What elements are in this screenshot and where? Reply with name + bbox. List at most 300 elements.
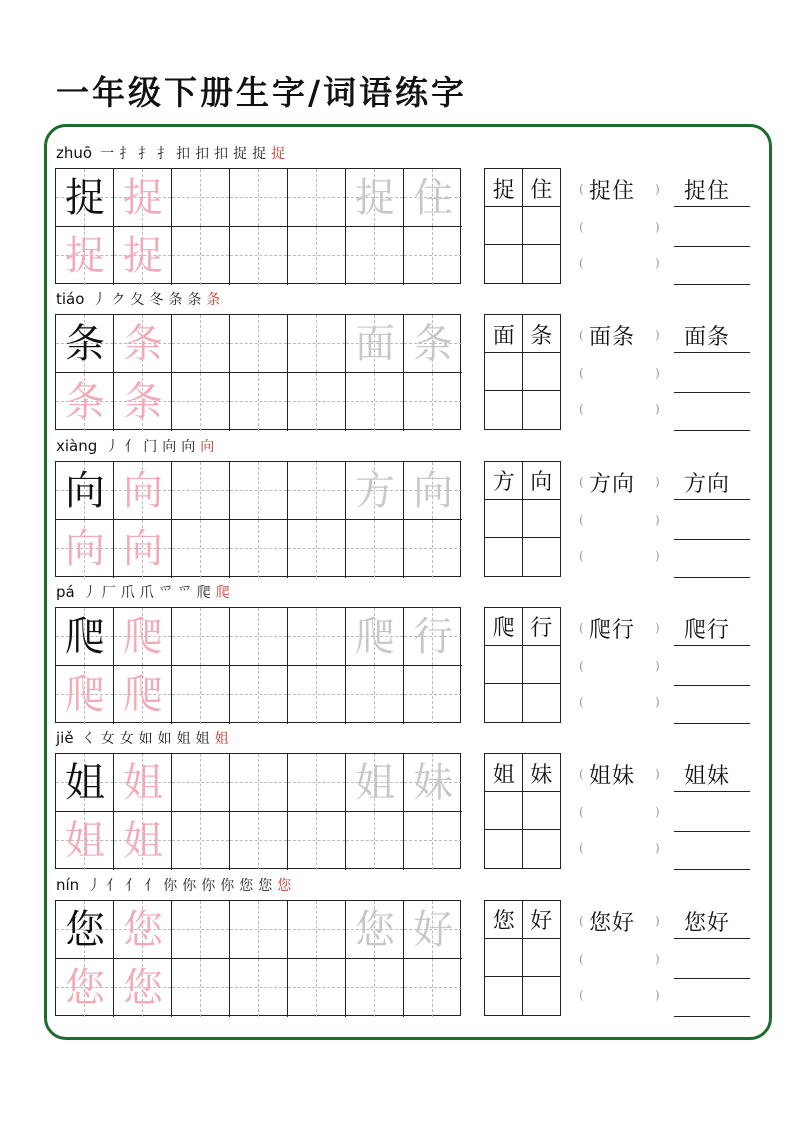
writing-cell[interactable] — [172, 227, 230, 285]
trace-char: 条 — [123, 379, 163, 426]
writing-cell[interactable] — [346, 901, 404, 959]
word-grid-char: 好 — [530, 909, 553, 934]
word-grid-char: 面 — [492, 323, 515, 349]
paren-word: 您好 — [589, 910, 636, 936]
stroke-step: 捉 — [271, 146, 286, 162]
paren-column — [579, 461, 669, 577]
stroke-step: 向 — [162, 438, 177, 455]
stroke-order-line — [56, 581, 235, 603]
word-cell[interactable] — [523, 646, 561, 684]
paren-column — [579, 753, 669, 869]
writing-cell[interactable] — [172, 462, 230, 520]
writing-line[interactable] — [674, 246, 750, 247]
word-cell[interactable] — [485, 500, 523, 538]
word-grid — [484, 461, 561, 577]
underline-word: 捉住 — [684, 179, 731, 204]
paren-mark: ( — [579, 402, 584, 417]
writing-cell[interactable] — [404, 520, 462, 578]
writing-cell[interactable] — [114, 462, 172, 520]
pinyin-label: nín — [56, 875, 80, 894]
paren-mark: ) — [655, 805, 660, 820]
ghost-word-char: 好 — [413, 906, 453, 953]
word-cell[interactable] — [523, 391, 561, 429]
writing-cell[interactable] — [56, 959, 114, 1017]
writing-cell[interactable] — [56, 666, 114, 724]
paren-mark: ) — [655, 474, 660, 489]
writing-line[interactable] — [674, 645, 750, 646]
writing-cell[interactable] — [346, 608, 404, 666]
stroke-step: 向 — [181, 438, 196, 455]
writing-cell[interactable] — [288, 666, 346, 724]
trace-char: 向 — [123, 525, 163, 572]
trace-char: 姐 — [123, 818, 163, 865]
page-title: 一年级下册生字/词语练字 — [56, 73, 468, 112]
stroke-step: 捉 — [233, 146, 248, 162]
practice-row — [54, 142, 764, 288]
pinyin-label: tiáo — [56, 290, 85, 309]
writing-cell[interactable] — [288, 227, 346, 285]
stroke-step: 捉 — [252, 146, 267, 162]
stroke-step: 条 — [187, 292, 202, 309]
stroke-step: 亻 — [106, 877, 121, 894]
word-cell[interactable] — [485, 901, 523, 939]
word-grid-char: 姐 — [492, 762, 515, 788]
stroke-step: 姐 — [195, 731, 210, 748]
stroke-step: 扌 — [119, 146, 134, 162]
trace-char: 姐 — [123, 760, 163, 807]
word-cell[interactable] — [523, 538, 561, 576]
word-grid — [484, 753, 561, 869]
stroke-step: く — [81, 731, 96, 748]
word-cell[interactable] — [485, 353, 523, 391]
word-cell[interactable] — [523, 792, 561, 830]
writing-cell[interactable] — [288, 754, 346, 812]
underline-word: 爬行 — [684, 617, 731, 643]
word-cell[interactable] — [523, 315, 561, 353]
paren-mark: ) — [655, 841, 660, 856]
writing-cell[interactable] — [230, 462, 288, 520]
word-grid — [484, 314, 561, 430]
practice-row — [54, 581, 764, 727]
ghost-word-char: 爬 — [355, 613, 395, 660]
writing-cell[interactable] — [230, 608, 288, 666]
paren-mark: ( — [579, 328, 584, 343]
underline-word: 姐妹 — [684, 764, 731, 790]
word-grid — [484, 900, 561, 1016]
practice-row — [54, 435, 764, 581]
paren-mark: ( — [579, 658, 584, 673]
word-cell[interactable] — [523, 754, 561, 792]
writing-cell[interactable] — [56, 227, 114, 285]
writing-cell[interactable] — [172, 315, 230, 373]
writing-cell[interactable] — [404, 462, 462, 520]
ghost-word-char: 妹 — [413, 760, 453, 807]
paren-word: 方向 — [589, 471, 636, 497]
pinyin-label: pá — [56, 582, 75, 601]
stroke-step: 您 — [239, 877, 254, 894]
writing-cell[interactable] — [346, 462, 404, 520]
paren-column — [579, 607, 669, 723]
pinyin-label: zhuō — [56, 144, 93, 162]
paren-mark: ( — [579, 767, 584, 782]
writing-line[interactable] — [674, 978, 750, 979]
paren-mark: ( — [579, 548, 584, 563]
paren-mark: ) — [655, 182, 660, 196]
model-char: 捉 — [65, 175, 105, 221]
paren-word: 姐妹 — [589, 764, 636, 790]
paren-mark: ) — [655, 767, 660, 782]
word-grid-char: 条 — [530, 323, 553, 349]
writing-cell[interactable] — [230, 754, 288, 812]
writing-cell[interactable] — [404, 315, 462, 373]
writing-cell[interactable] — [346, 666, 404, 724]
word-grid-char: 捉 — [492, 177, 515, 203]
word-cell[interactable] — [523, 245, 561, 283]
writing-cell[interactable] — [56, 315, 114, 373]
word-cell[interactable] — [485, 608, 523, 646]
ghost-word-char: 您 — [355, 906, 395, 953]
stroke-step: 您 — [277, 877, 292, 894]
underline-column — [674, 168, 750, 284]
stroke-step: 扌 — [138, 146, 153, 162]
word-cell[interactable] — [485, 245, 523, 283]
writing-cell[interactable] — [172, 959, 230, 1017]
word-cell[interactable] — [485, 830, 523, 868]
writing-line[interactable] — [674, 539, 750, 540]
writing-cell[interactable] — [288, 608, 346, 666]
model-char: 姐 — [65, 760, 105, 807]
word-grid-char: 妹 — [530, 762, 553, 788]
word-cell[interactable] — [523, 462, 561, 500]
word-cell[interactable] — [485, 977, 523, 1015]
writing-cell[interactable] — [346, 373, 404, 431]
writing-cell[interactable] — [404, 227, 462, 285]
stroke-step: 爫 — [158, 584, 173, 601]
pinyin-label: jiě — [56, 729, 74, 748]
writing-cell[interactable] — [230, 812, 288, 870]
stroke-step: 冬 — [149, 292, 164, 309]
word-cell[interactable] — [523, 169, 561, 207]
writing-cell[interactable] — [114, 169, 172, 227]
ghost-word-char: 方 — [355, 467, 395, 514]
writing-cell[interactable] — [288, 169, 346, 227]
trace-char: 捉 — [123, 233, 163, 279]
word-cell[interactable] — [485, 754, 523, 792]
ghost-word-char: 行 — [413, 613, 453, 660]
practice-row — [54, 727, 764, 873]
writing-cell[interactable] — [346, 315, 404, 373]
paren-mark: ) — [655, 220, 660, 234]
stroke-order-line — [56, 727, 234, 749]
trace-char: 向 — [123, 467, 163, 514]
writing-cell[interactable] — [172, 608, 230, 666]
paren-word: 捉住 — [589, 179, 636, 204]
trace-char: 爬 — [123, 613, 163, 660]
word-cell[interactable] — [523, 977, 561, 1015]
underline-column — [674, 314, 750, 430]
trace-char: 姐 — [65, 818, 105, 865]
word-cell[interactable] — [523, 500, 561, 538]
word-cell[interactable] — [523, 353, 561, 391]
stroke-step: 丿 — [82, 584, 97, 601]
word-grid-char: 方 — [492, 470, 515, 496]
word-cell[interactable] — [523, 684, 561, 722]
writing-line[interactable] — [674, 1016, 750, 1017]
word-cell[interactable] — [523, 608, 561, 646]
writing-cell[interactable] — [114, 373, 172, 431]
writing-cell[interactable] — [114, 608, 172, 666]
trace-char: 您 — [123, 906, 163, 953]
writing-cell[interactable] — [288, 520, 346, 578]
writing-cell[interactable] — [114, 754, 172, 812]
writing-line[interactable] — [674, 831, 750, 832]
paren-mark: ( — [579, 474, 584, 489]
stroke-step: 爬 — [196, 584, 211, 601]
writing-cell[interactable] — [56, 462, 114, 520]
writing-line[interactable] — [674, 723, 750, 724]
word-cell[interactable] — [485, 207, 523, 245]
stroke-order-line — [56, 288, 225, 310]
paren-mark: ( — [579, 512, 584, 527]
writing-cell[interactable] — [230, 373, 288, 431]
writing-line[interactable] — [674, 869, 750, 870]
stroke-step: 你 — [201, 877, 216, 894]
writing-cell[interactable] — [56, 754, 114, 812]
writing-cell[interactable] — [172, 373, 230, 431]
writing-cell[interactable] — [56, 901, 114, 959]
word-grid-char: 行 — [530, 616, 553, 642]
writing-cell[interactable] — [404, 169, 462, 227]
paren-mark: ) — [655, 366, 660, 381]
word-cell[interactable] — [485, 792, 523, 830]
writing-cell[interactable] — [114, 959, 172, 1017]
writing-cell[interactable] — [288, 373, 346, 431]
stroke-step: ク — [111, 292, 126, 309]
writing-line[interactable] — [674, 284, 750, 285]
stroke-order-line — [56, 874, 296, 896]
paren-column — [579, 168, 669, 284]
writing-grid — [55, 607, 461, 723]
stroke-step: 丿 — [105, 438, 120, 455]
writing-line[interactable] — [674, 206, 750, 207]
trace-char: 条 — [65, 379, 105, 426]
writing-cell[interactable] — [404, 608, 462, 666]
stroke-step: 门 — [143, 438, 158, 455]
paren-word: 爬行 — [589, 617, 636, 643]
paren-mark: ( — [579, 620, 584, 635]
trace-char: 捉 — [123, 175, 163, 221]
writing-grid — [55, 900, 461, 1016]
writing-cell[interactable] — [404, 901, 462, 959]
word-cell[interactable] — [485, 169, 523, 207]
stroke-step: 扌 — [157, 146, 172, 162]
writing-cell[interactable] — [56, 608, 114, 666]
writing-line[interactable] — [674, 577, 750, 578]
stroke-step: 姐 — [176, 731, 191, 748]
writing-cell[interactable] — [56, 373, 114, 431]
paren-mark: ( — [579, 987, 584, 1002]
writing-cell[interactable] — [346, 169, 404, 227]
underline-column — [674, 461, 750, 577]
word-cell[interactable] — [485, 939, 523, 977]
trace-char: 爬 — [65, 671, 105, 718]
writing-cell[interactable] — [114, 901, 172, 959]
stroke-step: 厂 — [101, 584, 116, 601]
ghost-word-char: 面 — [355, 321, 395, 368]
pinyin-label: xiàng — [56, 436, 98, 455]
writing-line[interactable] — [674, 430, 750, 431]
writing-cell[interactable] — [288, 901, 346, 959]
paren-mark: ) — [655, 658, 660, 673]
stroke-step: 如 — [157, 731, 172, 748]
writing-line[interactable] — [674, 938, 750, 939]
word-cell[interactable] — [485, 646, 523, 684]
writing-cell[interactable] — [172, 666, 230, 724]
writing-cell[interactable] — [230, 520, 288, 578]
word-grid-char: 住 — [530, 177, 553, 203]
stroke-step: 你 — [182, 877, 197, 894]
writing-cell[interactable] — [172, 754, 230, 812]
writing-cell[interactable] — [56, 169, 114, 227]
writing-cell[interactable] — [172, 520, 230, 578]
stroke-step: 爫 — [177, 584, 192, 601]
stroke-step: 女 — [119, 731, 134, 748]
stroke-step: 向 — [200, 438, 215, 455]
paren-mark: ) — [655, 620, 660, 635]
writing-cell[interactable] — [288, 315, 346, 373]
writing-cell[interactable] — [230, 666, 288, 724]
paren-mark: ) — [655, 328, 660, 343]
writing-cell[interactable] — [404, 754, 462, 812]
stroke-step: 亻 — [124, 438, 139, 455]
model-char: 条 — [65, 321, 105, 368]
stroke-step: 扣 — [214, 146, 229, 162]
word-cell[interactable] — [485, 538, 523, 576]
writing-grid — [55, 461, 461, 577]
writing-cell[interactable] — [346, 754, 404, 812]
word-cell[interactable] — [485, 391, 523, 429]
stroke-step: 条 — [206, 292, 221, 309]
writing-cell[interactable] — [288, 462, 346, 520]
paren-mark: ) — [655, 987, 660, 1002]
word-grid-char: 向 — [530, 470, 553, 496]
stroke-step: 姐 — [214, 731, 229, 748]
writing-cell[interactable] — [230, 227, 288, 285]
writing-cell[interactable] — [230, 901, 288, 959]
model-char: 向 — [65, 467, 105, 514]
writing-cell[interactable] — [230, 315, 288, 373]
stroke-step: 扣 — [176, 146, 191, 162]
paren-mark: ) — [655, 512, 660, 527]
ghost-word-char: 条 — [413, 321, 453, 368]
stroke-step: 爪 — [120, 584, 135, 601]
word-cell[interactable] — [485, 462, 523, 500]
writing-grid — [55, 753, 461, 869]
word-cell[interactable] — [485, 315, 523, 353]
paren-mark: ) — [655, 913, 660, 928]
writing-cell[interactable] — [114, 227, 172, 285]
trace-char: 您 — [65, 964, 105, 1011]
writing-line[interactable] — [674, 791, 750, 792]
stroke-order-line — [56, 435, 219, 457]
stroke-step: 您 — [258, 877, 273, 894]
paren-mark: ( — [579, 841, 584, 856]
model-char: 您 — [65, 906, 105, 953]
stroke-step: 夂 — [130, 292, 145, 309]
trace-char: 向 — [65, 525, 105, 572]
stroke-step: 亻 — [144, 877, 159, 894]
writing-cell[interactable] — [114, 666, 172, 724]
stroke-step: 爪 — [139, 584, 154, 601]
writing-cell[interactable] — [346, 520, 404, 578]
stroke-step: 如 — [138, 731, 153, 748]
writing-cell[interactable] — [404, 959, 462, 1017]
trace-char: 您 — [123, 964, 163, 1011]
word-grid-char: 爬 — [492, 616, 515, 642]
writing-cell[interactable] — [172, 169, 230, 227]
trace-char: 捉 — [65, 233, 105, 279]
writing-line[interactable] — [674, 685, 750, 686]
stroke-step: 条 — [168, 292, 183, 309]
stroke-step: 丿 — [92, 292, 107, 309]
writing-cell[interactable] — [346, 227, 404, 285]
paren-word: 面条 — [589, 325, 636, 351]
writing-cell[interactable] — [346, 959, 404, 1017]
writing-cell[interactable] — [114, 315, 172, 373]
word-grid — [484, 168, 561, 284]
writing-cell[interactable] — [56, 812, 114, 870]
writing-cell[interactable] — [172, 812, 230, 870]
stroke-step: 爬 — [215, 584, 230, 601]
writing-line[interactable] — [674, 499, 750, 500]
writing-cell[interactable] — [230, 169, 288, 227]
writing-cell[interactable] — [172, 901, 230, 959]
underline-word: 方向 — [684, 471, 731, 497]
ghost-word-char: 向 — [413, 467, 453, 514]
stroke-step: 一 — [100, 146, 115, 162]
practice-row — [54, 288, 764, 434]
writing-cell[interactable] — [346, 812, 404, 870]
writing-cell[interactable] — [288, 959, 346, 1017]
paren-mark: ) — [655, 548, 660, 563]
stroke-step: 扣 — [195, 146, 210, 162]
stroke-step: 丿 — [87, 877, 102, 894]
word-cell[interactable] — [523, 901, 561, 939]
underline-word: 面条 — [684, 325, 731, 351]
writing-cell[interactable] — [114, 520, 172, 578]
word-cell[interactable] — [523, 207, 561, 245]
writing-cell[interactable] — [56, 520, 114, 578]
writing-line[interactable] — [674, 392, 750, 393]
writing-cell[interactable] — [114, 812, 172, 870]
word-cell[interactable] — [523, 939, 561, 977]
writing-cell[interactable] — [404, 812, 462, 870]
paren-mark: ) — [655, 402, 660, 417]
paren-mark: ) — [655, 256, 660, 270]
writing-cell[interactable] — [230, 959, 288, 1017]
stroke-step: 女 — [100, 731, 115, 748]
word-cell[interactable] — [485, 684, 523, 722]
writing-line[interactable] — [674, 352, 750, 353]
writing-cell[interactable] — [404, 373, 462, 431]
paren-mark: ( — [579, 694, 584, 709]
paren-mark: ( — [579, 951, 584, 966]
writing-cell[interactable] — [404, 666, 462, 724]
writing-cell[interactable] — [288, 812, 346, 870]
ghost-word-char: 姐 — [355, 760, 395, 807]
word-cell[interactable] — [523, 830, 561, 868]
word-grid — [484, 607, 561, 723]
